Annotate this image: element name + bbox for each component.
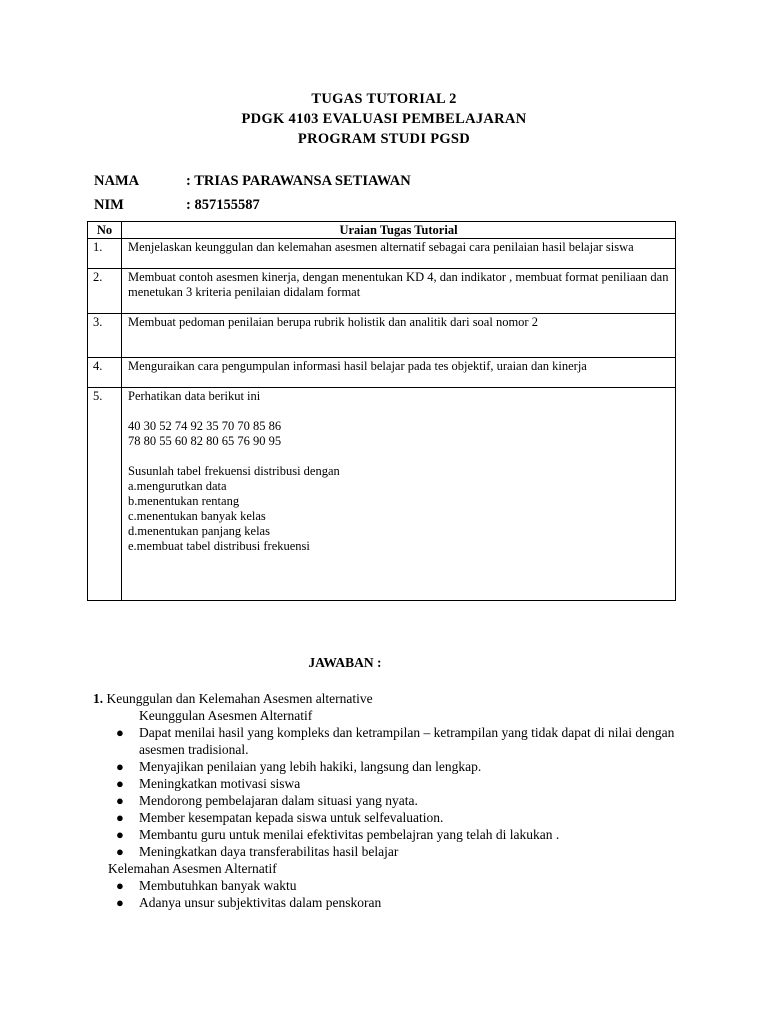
kelemahan-title: Kelemahan Asesmen Alternatif bbox=[108, 861, 277, 876]
data-instruction: Susunlah tabel frekuensi distribusi dengan bbox=[128, 464, 340, 478]
data-values-line-1: 40 30 52 74 92 35 70 70 85 86 bbox=[128, 419, 282, 433]
header-title: TUGAS TUTORIAL 2 bbox=[311, 91, 457, 107]
bullet-icon: ● bbox=[116, 725, 124, 740]
list-item bbox=[93, 843, 693, 860]
list-item bbox=[93, 809, 693, 826]
list-item bbox=[93, 724, 693, 758]
bullet-icon: ● bbox=[116, 810, 124, 825]
subtask-item: c.menentukan banyak kelas bbox=[128, 509, 266, 523]
name-label: NAMA bbox=[94, 173, 140, 189]
row-number: 2. bbox=[88, 269, 122, 314]
table-row bbox=[88, 314, 676, 358]
subtask-item: b.menentukan rentang bbox=[128, 494, 240, 508]
table-row bbox=[88, 358, 676, 388]
row-number: 1. bbox=[88, 239, 122, 269]
list-item-text: Member kesempatan kepada siswa untuk selfevaluation. bbox=[139, 810, 444, 825]
nim-row bbox=[94, 195, 411, 219]
subtask-item: a.mengurutkan data bbox=[128, 479, 227, 493]
table-row bbox=[88, 269, 676, 314]
subtask-item: d.menentukan panjang kelas bbox=[128, 524, 270, 538]
student-info bbox=[94, 171, 411, 219]
answer-section bbox=[93, 690, 693, 911]
answer-1-number: 1. bbox=[93, 691, 104, 706]
keunggulan-list bbox=[93, 724, 693, 860]
list-item-text: Adanya unsur subjektivitas dalam penskoran bbox=[139, 895, 382, 910]
row-text: Menguraikan cara pengumpulan informasi hasil belajar pada tes objektif, uraian dan kinerja bbox=[122, 358, 676, 388]
keunggulan-title: Keunggulan Asesmen Alternatif bbox=[139, 708, 313, 723]
data-values-line-2: 78 80 55 60 82 80 65 76 90 95 bbox=[128, 434, 282, 448]
list-item bbox=[93, 775, 693, 792]
bullet-icon: ● bbox=[116, 895, 124, 910]
task-table bbox=[87, 221, 676, 601]
list-item-text: Membutuhkan banyak waktu bbox=[139, 878, 297, 893]
name-row bbox=[94, 171, 411, 195]
data-intro: Perhatikan data berikut ini bbox=[128, 389, 261, 403]
bullet-icon: ● bbox=[116, 827, 124, 842]
document-header bbox=[0, 89, 768, 149]
list-item-text: Menyajikan penilaian yang lebih hakiki, langsung dan lengkap. bbox=[139, 759, 482, 774]
table-row bbox=[88, 388, 676, 601]
list-item-text: Mendorong pembelajaran dalam situasi yang nyata. bbox=[139, 793, 418, 808]
bullet-icon: ● bbox=[116, 793, 124, 808]
header-course: PDGK 4103 EVALUASI PEMBELAJARAN bbox=[241, 111, 527, 127]
list-item-text: Meningkatkan motivasi siswa bbox=[139, 776, 301, 791]
list-item bbox=[93, 877, 693, 894]
answer-1-title bbox=[93, 690, 693, 707]
bullet-icon: ● bbox=[116, 776, 124, 791]
bullet-icon: ● bbox=[116, 759, 124, 774]
list-item bbox=[93, 758, 693, 775]
list-item bbox=[93, 826, 693, 843]
header-program: PROGRAM STUDI PGSD bbox=[297, 131, 471, 147]
row-text: Membuat pedoman penilaian berupa rubrik holistik dan analitik dari soal nomor 2 bbox=[122, 314, 676, 358]
answer-1-title-text: Keunggulan dan Kelemahan Asesmen alternative bbox=[103, 691, 373, 706]
list-item bbox=[93, 792, 693, 809]
list-item-text: Meningkatkan daya transferabilitas hasil belajar bbox=[139, 844, 399, 859]
nim-label: NIM bbox=[94, 197, 124, 213]
kelemahan-list bbox=[93, 877, 693, 911]
row-text: Membuat contoh asesmen kinerja, dengan menentukan KD 4, dan indikator , membuat format peniliaan dan menetukan 3 kriteria penilaian didalam format bbox=[122, 269, 676, 314]
row-number: 3. bbox=[88, 314, 122, 358]
row-number: 5. bbox=[88, 388, 122, 601]
column-header-uraian: Uraian Tugas Tutorial bbox=[122, 222, 676, 239]
answer-heading: JAWABAN : bbox=[308, 655, 382, 670]
table-header-row bbox=[88, 222, 676, 239]
list-item bbox=[93, 894, 693, 911]
column-header-no: No bbox=[88, 222, 122, 239]
name-value: : TRIAS PARAWANSA SETIAWAN bbox=[186, 173, 411, 189]
bullet-icon: ● bbox=[116, 878, 124, 893]
row-text: Menjelaskan keunggulan dan kelemahan asesmen alternatif sebagai cara penilaian hasil belajar siswa bbox=[122, 239, 676, 269]
row-number: 4. bbox=[88, 358, 122, 388]
bullet-icon: ● bbox=[116, 844, 124, 859]
table-row bbox=[88, 239, 676, 269]
row-text-data-task bbox=[122, 388, 676, 601]
list-item-text: Membantu guru untuk menilai efektivitas pembelajran yang telah di lakukan . bbox=[139, 827, 560, 842]
subtask-item: e.membuat tabel distribusi frekuensi bbox=[128, 539, 310, 553]
list-item-text: Dapat menilai hasil yang kompleks dan ketrampilan – ketrampilan yang tidak dapat di nilai dengan asesmen tradisional. bbox=[139, 725, 675, 757]
nim-value: : 857155587 bbox=[186, 197, 260, 213]
